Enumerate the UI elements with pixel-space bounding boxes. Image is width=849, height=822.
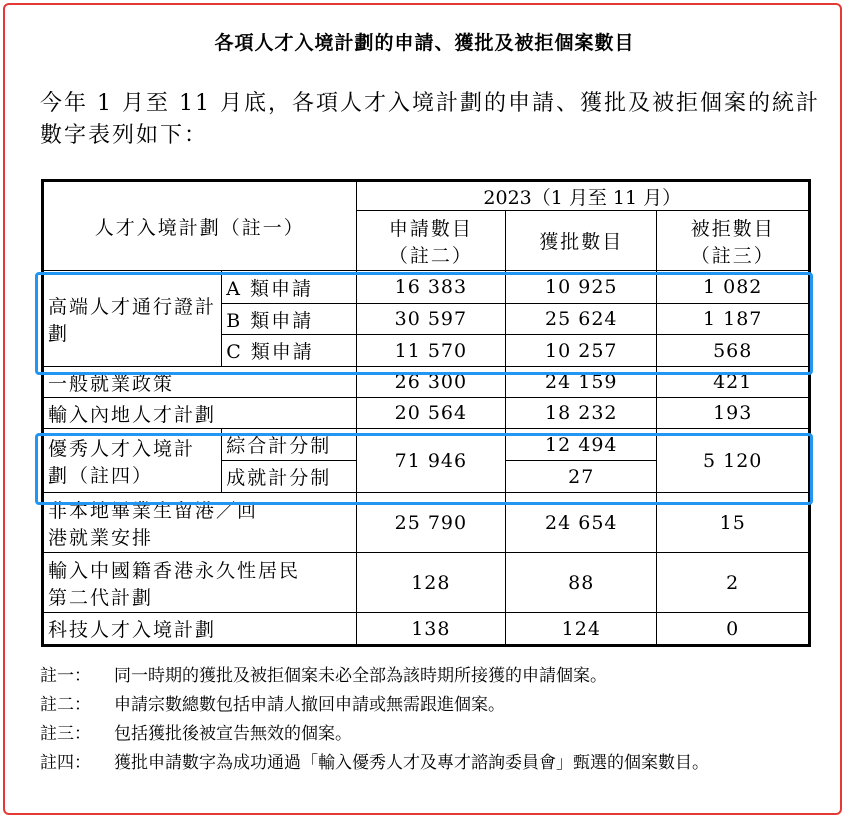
ascc-applied: 128 <box>356 553 506 613</box>
ttps-row-b-approved: 25 624 <box>506 304 657 335</box>
gep-approved: 24 159 <box>506 367 657 398</box>
ttps-row-a-applied: 16 383 <box>356 271 506 304</box>
footnote-1-key: 註一： <box>40 666 91 686</box>
footnote-3 <box>40 720 830 749</box>
ascc-approved: 88 <box>506 553 657 613</box>
iang-name: 非本地畢業生留港／回港就業安排 <box>43 493 357 553</box>
footnote-3-key: 註三： <box>40 724 91 744</box>
footnote-2-text: 申請宗數總數包括申請人撤回申請或無需跟進個案。 <box>114 695 505 715</box>
ascc-refused: 2 <box>657 553 810 613</box>
intro-paragraph: 今年 1 月至 11 月底，各項人才入境計劃的申請、獲批及被拒個案的統計數字表列如下： <box>40 91 820 148</box>
asmtp-approved: 18 232 <box>506 398 657 429</box>
asmtp-name: 輸入內地人才計劃 <box>43 398 357 429</box>
qmas-row-achievement-label: 成就計分制 <box>222 461 356 493</box>
qmas-applied: 71 946 <box>356 429 506 493</box>
highlight-box-ttps <box>35 272 813 375</box>
qmas-refused: 5 120 <box>657 429 810 493</box>
footnote-2-key: 註二： <box>40 695 91 715</box>
statistics-table <box>41 179 811 647</box>
ttps-row-a-approved: 10 925 <box>506 271 657 304</box>
footnote-4 <box>40 749 830 778</box>
asmtp-applied: 20 564 <box>356 398 506 429</box>
qmas-row-general-approved: 12 494 <box>506 429 657 461</box>
iang-applied: 25 790 <box>356 493 506 553</box>
qmas-row-general-label: 綜合計分制 <box>222 429 356 461</box>
ttps-row-c-approved: 10 257 <box>506 335 657 367</box>
techtas-approved: 124 <box>506 613 657 646</box>
gep-applied: 26 300 <box>356 367 506 398</box>
footnote-1 <box>40 662 830 691</box>
ttps-row-b-applied: 30 597 <box>356 304 506 335</box>
ttps-row-b-refused: 1 187 <box>657 304 810 335</box>
ttps-row-c-applied: 11 570 <box>356 335 506 367</box>
techtas-applied: 138 <box>356 613 506 646</box>
footnote-1-text: 同一時期的獲批及被拒個案未必全部為該時期所接獲的申請個案。 <box>114 666 607 686</box>
ttps-name: 高端人才通行證計劃 <box>43 271 222 367</box>
iang-approved: 24 654 <box>506 493 657 553</box>
footnote-2 <box>40 691 830 720</box>
gep-refused: 421 <box>657 367 810 398</box>
ttps-row-c-refused: 568 <box>657 335 810 367</box>
footnote-3-text: 包括獲批後被宣告無效的個案。 <box>114 724 352 744</box>
document-title: 各項人才入境計劃的申請、獲批及被拒個案數目 <box>214 32 635 54</box>
footnote-4-text: 獲批申請數字為成功通過「輸入優秀人才及專才諮詢委員會」甄選的個案數目。 <box>114 753 709 773</box>
techtas-name: 科技人才入境計劃 <box>43 613 357 646</box>
ttps-row-c-label: C 類申請 <box>222 335 356 367</box>
iang-refused: 15 <box>657 493 810 553</box>
ttps-row-a-label: A 類申請 <box>222 271 356 304</box>
footnote-4-key: 註四： <box>40 753 91 773</box>
header-period: 2023（1 月至 11 月） <box>356 181 809 211</box>
highlight-box-qmas <box>35 433 813 505</box>
ttps-row-a-refused: 1 082 <box>657 271 810 304</box>
header-applied: 申請數目（註二） <box>356 211 506 271</box>
techtas-refused: 0 <box>657 613 810 646</box>
header-scheme: 人才入境計劃（註一） <box>43 181 357 271</box>
header-refused: 被拒數目（註三） <box>657 211 810 271</box>
footnotes <box>40 662 830 778</box>
asmtp-refused: 193 <box>657 398 810 429</box>
gep-name: 一般就業政策 <box>43 367 357 398</box>
qmas-name: 優秀人才入境計劃（註四） <box>43 429 222 493</box>
header-approved: 獲批數目 <box>506 211 657 271</box>
ascc-name: 輸入中國籍香港永久性居民第二代計劃 <box>43 553 357 613</box>
qmas-row-achievement-approved: 27 <box>506 461 657 493</box>
ttps-row-b-label: B 類申請 <box>222 304 356 335</box>
